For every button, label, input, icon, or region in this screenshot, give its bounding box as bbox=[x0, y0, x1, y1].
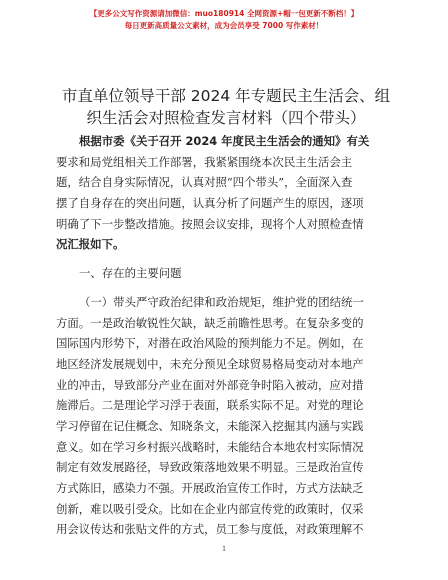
section-line: 国际国内形势下，对潜在政治风险的预判能力不足。例如，在 bbox=[56, 336, 364, 351]
section-line: 学习停留在记住概念、知晓条文，未能深入挖掘其内涵与实践 bbox=[56, 418, 364, 433]
promo-banner bbox=[0, 8, 448, 32]
page-number: 1 bbox=[222, 544, 226, 553]
intro-line: 明确了下一步整改措施。按照会议安排，现将个人对照检查情 bbox=[56, 216, 364, 231]
promo-banner-line-2: 每日更新高质量公文素材，成为会员享受 7000 写作素材！ bbox=[124, 21, 324, 30]
intro-line: 题，结合自身实际情况，认真对照“四个带头”，全面深入查 bbox=[56, 175, 353, 190]
section-line: 制定有效发展路径，导致政策落地效果不明显。三是政治宣传 bbox=[56, 460, 364, 475]
title-line-2: 织生活会对照检查发言材料（四个带头） bbox=[86, 109, 366, 127]
document-title bbox=[56, 85, 396, 129]
section-line: （一）带头严守政治纪律和政治规矩，维护党的团结统一 bbox=[79, 294, 364, 309]
document-body bbox=[56, 131, 390, 540]
section-line: 意义。如在学习乡村振兴战略时，未能结合本地农村实际情况 bbox=[56, 439, 364, 454]
intro-line: 根据市委《关于召开 2024 年度民主生活会的通知》有关 bbox=[79, 134, 370, 148]
section-line: 方面。一是政治敏锐性欠缺，缺乏前瞻性思考。在复杂多变的 bbox=[56, 315, 364, 330]
intro-line: 况汇报如下。 bbox=[56, 237, 125, 252]
intro-line: 要求和局党组相关工作部署，我紧紧围绕本次民主生活会主 bbox=[56, 154, 353, 169]
section-heading: 一、存在的主要问题 bbox=[79, 266, 182, 281]
section-line: 施滞后。二是理论学习浮于表面，联系实际不足。对党的理论 bbox=[56, 398, 364, 413]
section-line: 业的冲击，导致部分产业在面对外部竞争时陷入被动，应对措 bbox=[56, 377, 364, 392]
promo-banner-line-1: 【更多公文写作资源请加微信：muo180914 全网资源+帽一包更新不断档！】 bbox=[89, 9, 359, 18]
section-line: 用会议传达和张贴文件的方式，员工参与度低，对政策理解不 bbox=[56, 522, 364, 537]
section-line: 创新，难以吸引受众。比如在企业内部宣传党的政策时，仅采 bbox=[56, 501, 364, 516]
section-line: 方式陈旧，感染力不强。开展政治宣传工作时，方式方法缺乏 bbox=[56, 481, 364, 495]
title-line-1: 市直单位领导干部 2024 年专题民主生活会、组 bbox=[61, 87, 391, 105]
intro-line: 摆了自身存在的突出问题，认真分析了问题产生的原因，逐项 bbox=[56, 196, 364, 211]
section-line: 地区经济发展规划中，未充分预见全球贸易格局变动对本地产 bbox=[56, 356, 364, 371]
